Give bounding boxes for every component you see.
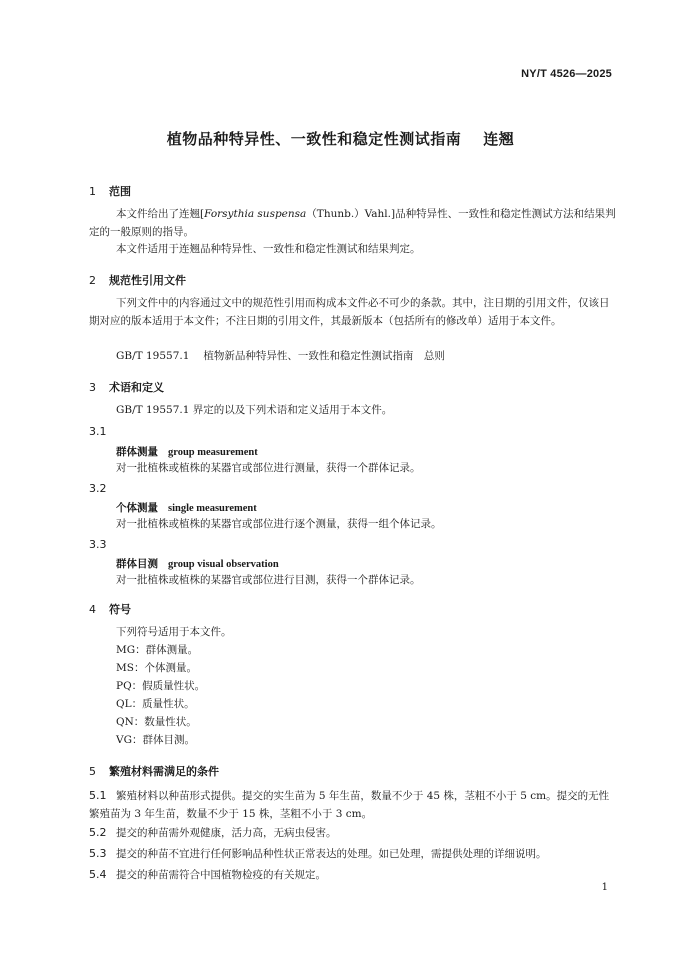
- reference-code: GB/T 19557.1: [116, 350, 190, 362]
- term-heading: 群体测量 group measurement: [116, 446, 258, 458]
- term-number: 3.3: [89, 538, 107, 551]
- section-4-heading: 4 符号: [89, 603, 131, 616]
- normative-reference: [89, 348, 617, 366]
- document-title: [0, 128, 681, 149]
- standard-number: NY/T 4526—2025: [521, 68, 612, 80]
- term-definition: 对一批植株或植株的某器官或部位进行测量，获得一个群体记录。: [116, 462, 421, 474]
- symbol-item: QN：数量性状。: [116, 716, 197, 728]
- section-3-intro: GB/T 19557.1 界定的以及下列术语和定义适用于本文件。: [116, 404, 393, 416]
- term-definition: 对一批植株或植株的某器官或部位进行目测，获得一个群体记录。: [116, 574, 421, 586]
- section-1-heading: 1 范围: [89, 185, 131, 198]
- term-definition: 对一批植株或植株的某器官或部位进行逐个测量，获得一组个体记录。: [116, 518, 442, 530]
- latin-name: Forsythia suspensa: [204, 208, 307, 220]
- condition-item: 5.2 提交的种苗需外观健康，活力高，无病虫侵害。: [89, 826, 337, 839]
- section-5-heading: 5 繁殖材料需满足的条件: [89, 765, 219, 778]
- term-heading: 群体目测 group visual observation: [116, 558, 279, 570]
- condition-item: 5.1 繁殖材料以种苗形式提供。提交的实生苗为 5 年生苗，数量不少于 45 株，茎粗不小于 5 cm。提交的无性繁殖苗为 3 年生苗，数量不少于 15 株，茎粗不小于 3 cm。: [89, 789, 610, 820]
- section-2-heading: 2 规范性引用文件: [89, 274, 186, 287]
- symbol-item: MG：群体测量。: [116, 644, 199, 656]
- symbol-item: PQ：假质量性状。: [116, 680, 206, 692]
- symbol-item: VG：群体目测。: [116, 734, 195, 746]
- section-1-paragraph-1: 本文件给出了连翘[Forsythia suspensa（Thunb.）Vahl.]品种特异性、一致性和稳定性测试方法和结果判定的一般原则的指导。: [89, 208, 616, 238]
- symbol-item: QL：质量性状。: [116, 698, 195, 710]
- term-number: 3.1: [89, 425, 107, 438]
- title-plant: 连翘: [483, 130, 515, 148]
- reference-title: 植物新品种特异性、一致性和稳定性测试指南 总则: [203, 350, 445, 362]
- title-main: 植物品种特异性、一致性和稳定性测试指南: [166, 130, 462, 148]
- section-4-intro: 下列符号适用于本文件。: [116, 626, 232, 638]
- section-2-paragraph: 下列文件中的内容通过文中的规范性引用而构成本文件必不可少的条款。其中，注日期的引用文件，仅该日期对应的版本适用于本文件；不注日期的引用文件，其最新版本（包括所有的修改单）适用于本文件。: [89, 297, 610, 327]
- condition-item: 5.3 提交的种苗不宜进行任何影响品种性状正常表达的处理。如已处理，需提供处理的详细说明。: [89, 847, 547, 860]
- term-heading: 个体测量 single measurement: [116, 502, 257, 514]
- symbol-item: MS：个体测量。: [116, 662, 197, 674]
- section-3-heading: 3 术语和定义: [89, 381, 164, 394]
- page-number: 1: [601, 882, 608, 893]
- condition-item: 5.4 提交的种苗需符合中国植物检疫的有关规定。: [89, 868, 326, 881]
- term-number: 3.2: [89, 482, 107, 495]
- section-1-paragraph-2: 本文件适用于连翘品种特异性、一致性和稳定性测试和结果判定。: [116, 243, 421, 255]
